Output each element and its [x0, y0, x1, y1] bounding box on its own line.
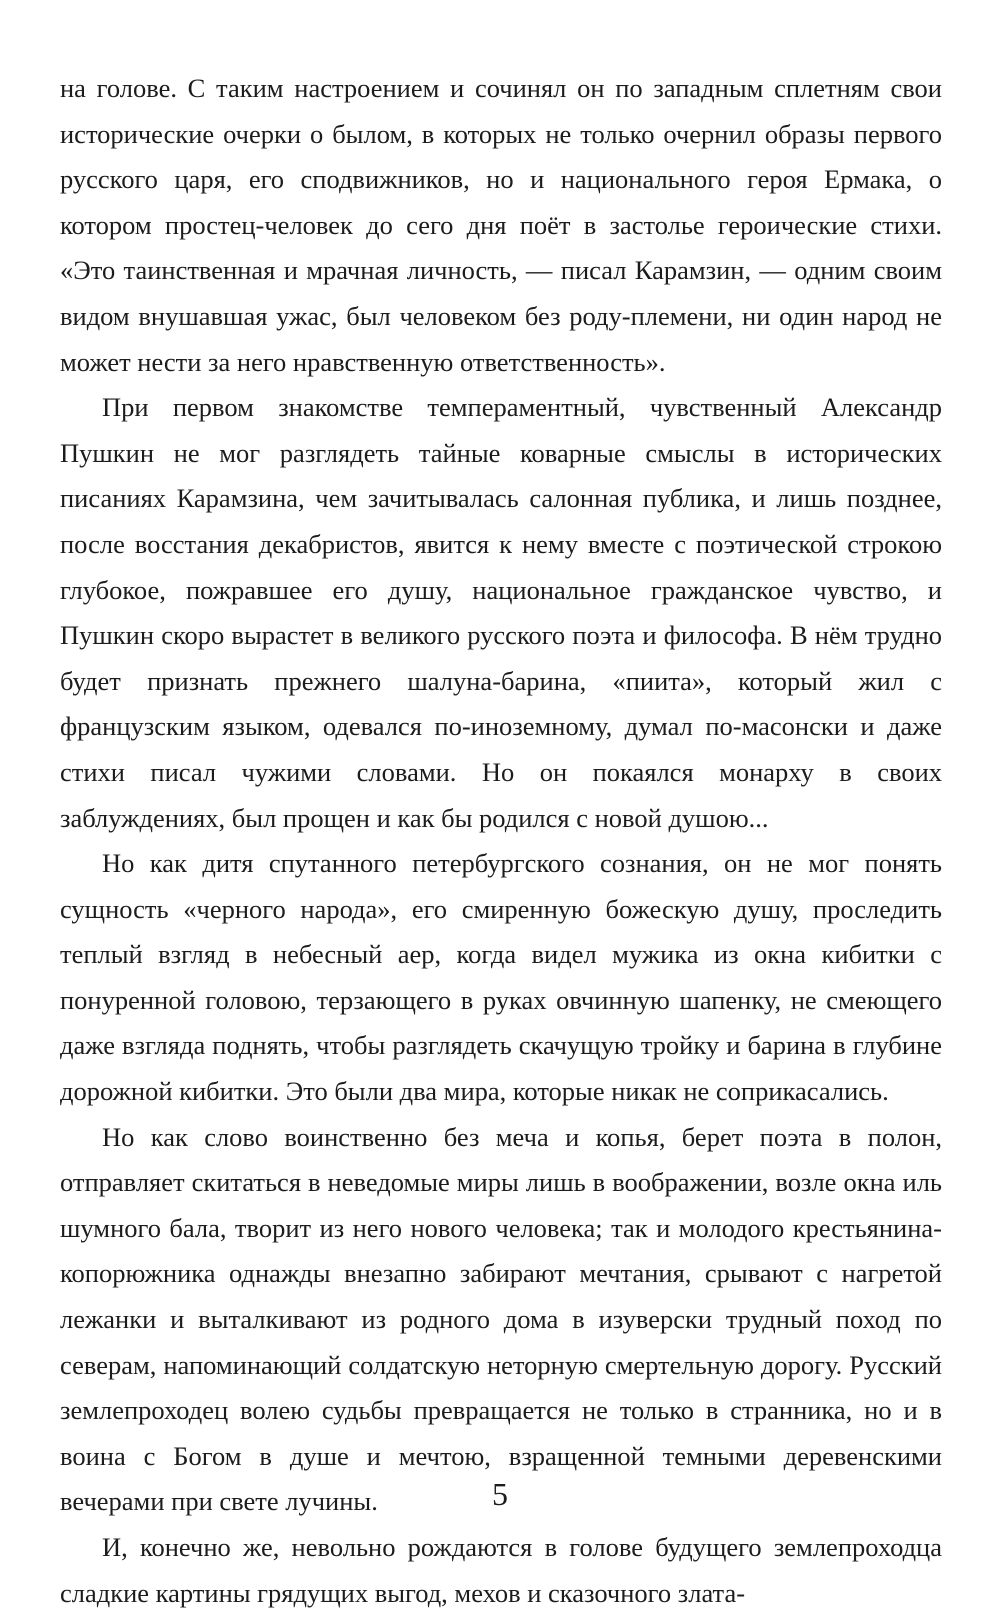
- paragraph-1: на голове. С таким настроением и сочинял он по западным сплетням свои исторические очерки о былом, в которых не только очернил образы первого русского царя, его сподвижников, но и национального героя Ермака, о котором простец-человек до сего дня поёт в застолье героические стихи. «Это таинственная и мрачная личность, — писал Карамзин, — одним своим видом внушавшая ужас, был человеком без роду-племени, ни один народ не может нести за него нравственную ответственность».: [60, 73, 942, 377]
- paragraph-3: Но как дитя спутанного петербургского сознания, он не мог понять сущность «черного народа», его смиренную божескую душу, проследить теплый взгляд в небесный аер, когда видел мужика из окна кибитки с понуренной головою, терзающего в руках овчинную шапенку, не смеющего даже взгляда поднять, чтобы разглядеть скачущую тройку и барина в глубине дорожной кибитки. Это были два мира, которые никак не соприкасались.: [60, 848, 942, 1107]
- paragraph-2: При первом знакомстве темпераментный, чувственный Александр Пушкин не мог разглядеть тайные коварные смыслы в исторических писаниях Карамзина, чем зачитывалась салонная публика, и лишь позднее, после восстания декабристов, явится к нему вместе с поэтической строкою глубокое, пожравшее его душу, национальное гражданское чувство, и Пушкин скоро вырастет в великого русского поэта и философа. В нём трудно будет признать прежнего шалуна-барина, «пиита», который жил с французским языком, одевался по-иноземному, думал по-масонски и даже стихи писал чужими словами. Но он покаялся монарху в своих заблуждениях, был прощен и как бы родился с новой душою...: [60, 392, 942, 833]
- page-number: 5: [492, 1476, 508, 1512]
- paragraph-5: И, конечно же, невольно рождаются в голове будущего землепроходца сладкие картины грядущих выгод, мехов и сказочного злата-: [60, 1532, 942, 1608]
- page-body: [60, 66, 942, 1608]
- paragraph-4: Но как слово воинственно без меча и копья, берет поэта в полон, отправляет скитаться в неведомые миры лишь в воображении, возле окна иль шумного бала, творит из него нового человека; так и молодого крестьянина-копорюжника однажды внезапно забирают мечтания, срывают с нагретой лежанки и выталкивают из родного дома в изуверски трудный поход по северам, напоминающий солдатскую неторную смертельную дорогу. Русский землепроходец волею судьбы превращается не только в странника, но и в воина с Богом в душе и мечтою, взращенной темными деревенскими вечерами при свете лучины.: [60, 1121, 942, 1517]
